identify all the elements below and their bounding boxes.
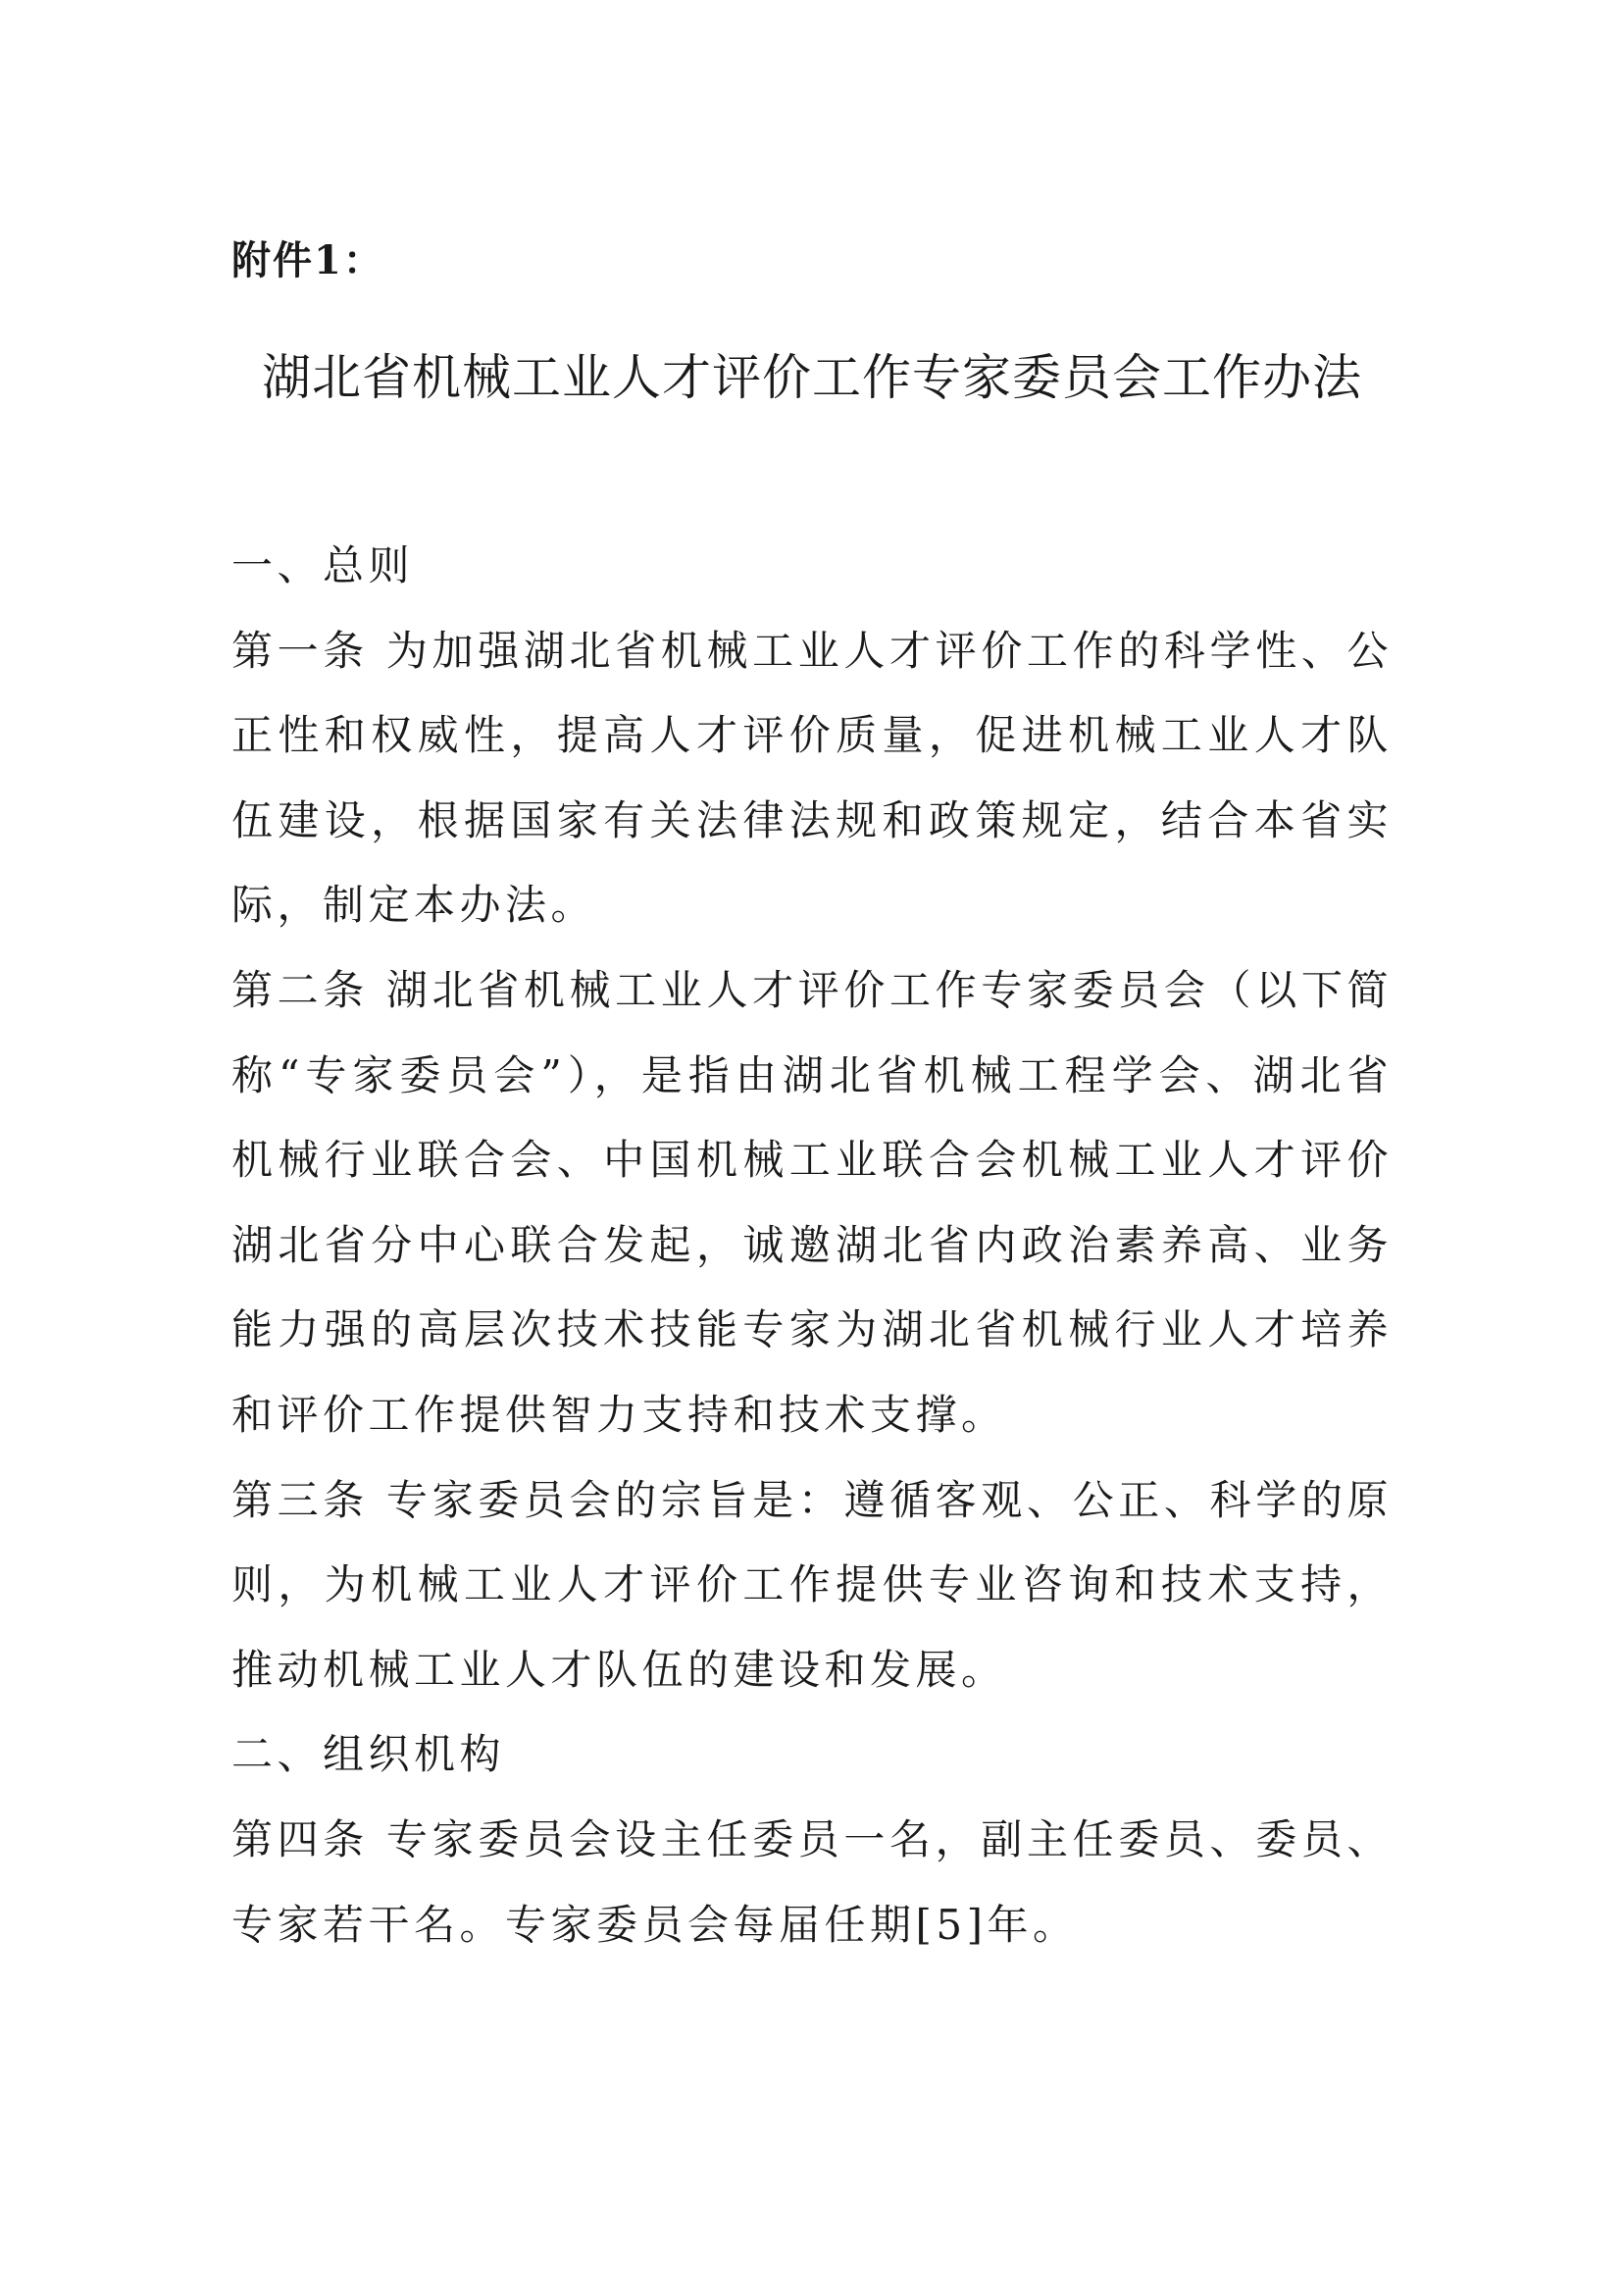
attachment-label: 附件1： bbox=[231, 237, 384, 283]
document-title: 湖北省机械工业人才评价工作专家委员会工作办法 bbox=[262, 349, 1362, 406]
document-body bbox=[231, 524, 1393, 1967]
article-3: 第三条 专家委员会的宗旨是：遵循客观、公正、科学的原则，为机械工业人才评价工作提供专业咨询和技术支持，推动机械工业人才队伍的建设和发展。 bbox=[231, 1475, 1393, 1694]
section-heading-organization: 二、组织机构 bbox=[231, 1730, 506, 1779]
section-heading-general: 一、总则 bbox=[231, 541, 415, 589]
article-4: 第四条 专家委员会设主任委员一名，副主任委员、委员、专家若干名。专家委员会每届任期[5]年。 bbox=[231, 1814, 1393, 1949]
article-2: 第二条 湖北省机械工业人才评价工作专家委员会（以下简称“专家委员会”），是指由湖北省机械工程学会、湖北省机械行业联合会、中国机械工业联合会机械工业人才评价湖北省分中心联合发起，诚邀湖北省内政治素养高、业务能力强的高层次技术技能专家为湖北省机械行业人才培养和评价工作提供智力支持和技术支撑。 bbox=[231, 965, 1393, 1439]
article-1: 第一条 为加强湖北省机械工业人才评价工作的科学性、公正性和权威性，提高人才评价质量，促进机械工业人才队伍建设，根据国家有关法律法规和政策规定，结合本省实际，制定本办法。 bbox=[231, 626, 1393, 930]
